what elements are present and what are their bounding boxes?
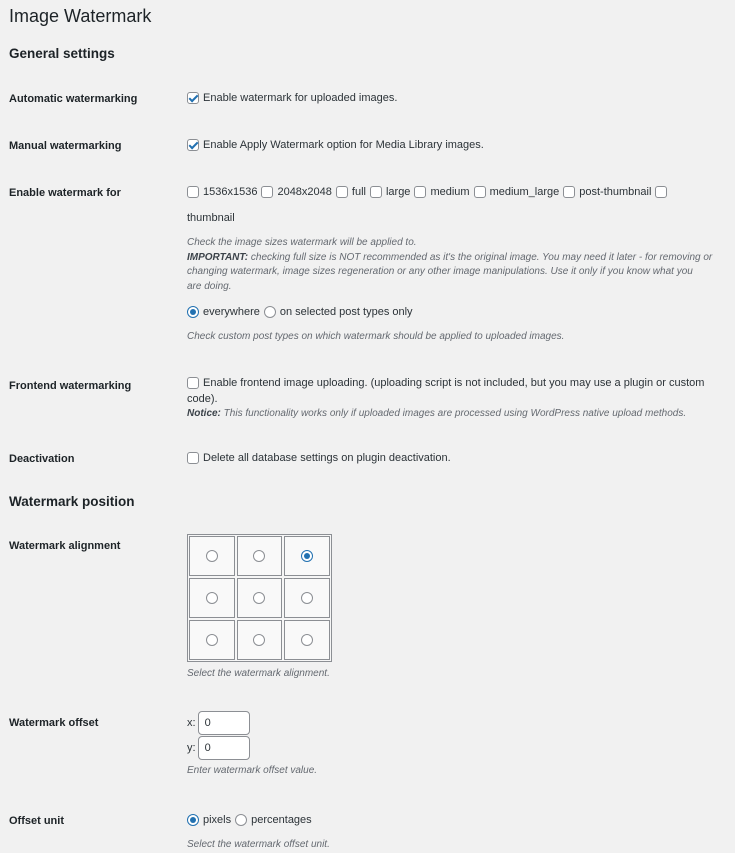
alignment-radio-top-right[interactable] bbox=[301, 550, 313, 562]
manual-watermarking-checkbox[interactable] bbox=[187, 139, 199, 151]
size-checkbox-large[interactable] bbox=[370, 186, 382, 198]
automatic-watermarking-option[interactable] bbox=[187, 92, 397, 104]
size-label-medium: medium bbox=[430, 186, 470, 198]
alignment-cell-middle-left[interactable] bbox=[189, 578, 235, 618]
important-text-3: are doing. bbox=[187, 280, 232, 292]
radio-everywhere-label: everywhere bbox=[203, 306, 260, 318]
alignment-grid bbox=[187, 534, 332, 662]
important-label: IMPORTANT: bbox=[187, 251, 249, 263]
important-text-1: checking full size is NOT recommended as it's the original image. You may need it later - for removing or bbox=[248, 251, 713, 263]
size-checkbox-post-thumbnail[interactable] bbox=[563, 186, 575, 198]
alignment-radio-top-left[interactable] bbox=[206, 550, 218, 562]
radio-percentages-label: percentages bbox=[251, 814, 312, 826]
radio-selected-post-types-label: on selected post types only bbox=[279, 306, 413, 318]
alignment-radio-bottom-right[interactable] bbox=[301, 634, 313, 646]
radio-selected-post-types[interactable] bbox=[264, 306, 276, 318]
manual-watermarking-label: Manual watermarking bbox=[9, 140, 122, 152]
offset-y-row bbox=[187, 736, 250, 760]
frontend-watermarking-text-2: code). bbox=[187, 393, 218, 405]
alignment-cell-top-center[interactable] bbox=[237, 536, 283, 576]
image-sizes-row bbox=[187, 186, 671, 198]
radio-pixels[interactable] bbox=[187, 814, 199, 826]
apply-where-radio-group bbox=[187, 306, 413, 318]
alignment-radio-top-center[interactable] bbox=[253, 550, 265, 562]
important-notice bbox=[187, 251, 732, 266]
automatic-watermarking-label: Automatic watermarking bbox=[9, 93, 138, 105]
deactivation-checkbox[interactable] bbox=[187, 452, 199, 464]
alignment-cell-top-right[interactable] bbox=[284, 536, 330, 576]
alignment-cell-top-left[interactable] bbox=[189, 536, 235, 576]
section-heading-position: Watermark position bbox=[9, 494, 135, 509]
size-label-large: large bbox=[385, 186, 411, 198]
radio-everywhere[interactable] bbox=[187, 306, 199, 318]
size-label-post-thumbnail: post-thumbnail bbox=[579, 186, 652, 198]
alignment-cell-bottom-right[interactable] bbox=[284, 620, 330, 660]
alignment-radio-middle-right[interactable] bbox=[301, 592, 313, 604]
image-sizes-description bbox=[187, 236, 732, 294]
size-checkbox-2048x2048[interactable] bbox=[261, 186, 273, 198]
alignment-description: Select the watermark alignment. bbox=[187, 668, 330, 679]
size-checkbox-medium-large[interactable] bbox=[474, 186, 486, 198]
offset-unit-label: Offset unit bbox=[9, 815, 64, 827]
page-title: Image Watermark bbox=[9, 6, 152, 26]
offset-description: Enter watermark offset value. bbox=[187, 765, 318, 776]
watermark-offset-label: Watermark offset bbox=[9, 717, 99, 729]
radio-percentages[interactable] bbox=[235, 814, 247, 826]
enable-watermark-for-label: Enable watermark for bbox=[9, 187, 121, 199]
alignment-radio-bottom-left[interactable] bbox=[206, 634, 218, 646]
important-text-2: changing watermark, image sizes regeneration or any other image manipulations. Use it only if you know what you bbox=[187, 266, 693, 277]
automatic-watermarking-text: Enable watermark for uploaded images. bbox=[203, 92, 398, 104]
alignment-radio-bottom-center[interactable] bbox=[253, 634, 265, 646]
size-checkbox-full[interactable] bbox=[336, 186, 348, 198]
manual-watermarking-text: Enable Apply Watermark option for Media Library images. bbox=[203, 139, 484, 151]
alignment-cell-bottom-center[interactable] bbox=[237, 620, 283, 660]
size-label-full: full bbox=[351, 186, 366, 198]
size-label-1536x1536: 1536x1536 bbox=[203, 186, 258, 198]
size-checkbox-medium[interactable] bbox=[414, 186, 426, 198]
offset-y-label: y: bbox=[187, 742, 196, 754]
frontend-watermarking-checkbox[interactable] bbox=[187, 377, 199, 389]
size-checkbox-1536x1536[interactable] bbox=[187, 186, 199, 198]
size-label-2048x2048: 2048x2048 bbox=[277, 186, 332, 198]
notice-text: This functionality works only if uploaded images are processed using WordPress native upload methods. bbox=[220, 408, 687, 419]
alignment-radio-middle-center[interactable] bbox=[253, 592, 265, 604]
deactivation-option[interactable] bbox=[187, 452, 451, 464]
frontend-watermarking-option[interactable] bbox=[187, 377, 704, 389]
frontend-watermarking-text-1: Enable frontend image uploading. (uploading script is not included, but you may use a plugin or custom bbox=[203, 377, 705, 389]
size-label-medium-large: medium_large bbox=[489, 186, 560, 198]
post-types-description: Check custom post types on which watermark should be applied to uploaded images. bbox=[187, 331, 565, 342]
deactivation-label: Deactivation bbox=[9, 453, 75, 465]
offset-x-row bbox=[187, 711, 250, 735]
alignment-radio-middle-left[interactable] bbox=[206, 592, 218, 604]
alignment-cell-middle-right[interactable] bbox=[284, 578, 330, 618]
manual-watermarking-option[interactable] bbox=[187, 139, 484, 151]
section-heading-general: General settings bbox=[9, 46, 115, 61]
size-label-thumbnail: thumbnail bbox=[187, 212, 235, 224]
offset-unit-radio-group bbox=[187, 814, 312, 826]
radio-pixels-label: pixels bbox=[203, 814, 232, 826]
frontend-notice bbox=[187, 407, 686, 422]
deactivation-text: Delete all database settings on plugin deactivation. bbox=[203, 452, 451, 464]
watermark-alignment-label: Watermark alignment bbox=[9, 540, 121, 552]
notice-label: Notice: bbox=[187, 408, 221, 419]
size-checkbox-thumbnail[interactable] bbox=[655, 186, 667, 198]
offset-y-input[interactable] bbox=[198, 736, 250, 760]
alignment-cell-middle-center[interactable] bbox=[237, 578, 283, 618]
offset-x-input[interactable] bbox=[198, 711, 250, 735]
alignment-cell-bottom-left[interactable] bbox=[189, 620, 235, 660]
automatic-watermarking-checkbox[interactable] bbox=[187, 92, 199, 104]
frontend-watermarking-label: Frontend watermarking bbox=[9, 380, 132, 392]
offset-unit-description: Select the watermark offset unit. bbox=[187, 839, 330, 850]
offset-x-label: x: bbox=[187, 717, 196, 729]
image-sizes-desc-line: Check the image sizes watermark will be applied to. bbox=[187, 237, 417, 248]
